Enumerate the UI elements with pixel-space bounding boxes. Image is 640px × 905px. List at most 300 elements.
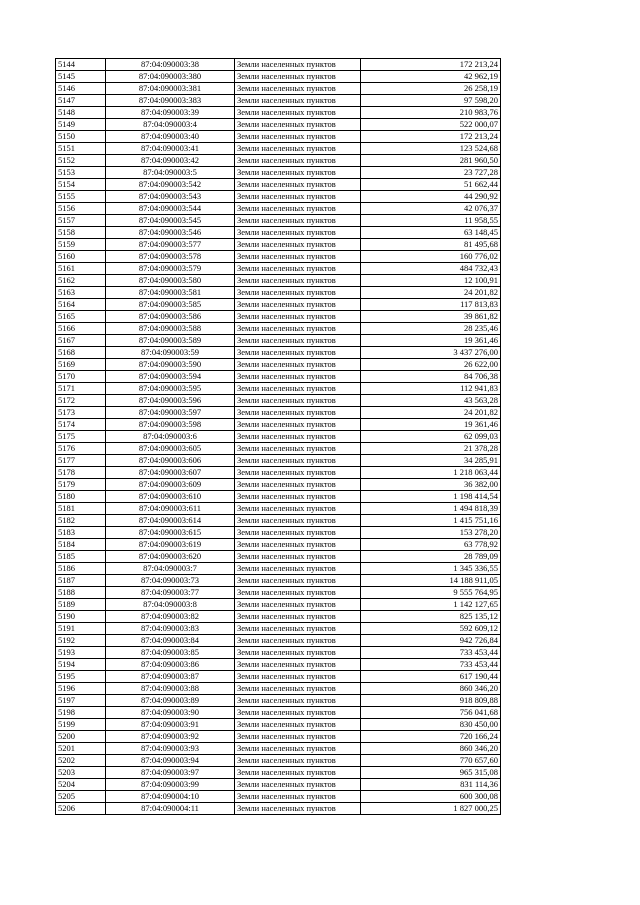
row-number-cell: 5168 [56, 347, 106, 359]
row-number-cell: 5175 [56, 431, 106, 443]
table-row [56, 71, 501, 83]
land-category-cell: Земли населенных пунктов [235, 539, 361, 551]
table-row [56, 671, 501, 683]
land-category-cell: Земли населенных пунктов [235, 203, 361, 215]
cadastral-value-cell: 117 813,83 [361, 299, 501, 311]
cadastral-number-cell: 87:04:090003:589 [106, 335, 235, 347]
row-number-cell: 5199 [56, 719, 106, 731]
cadastral-number-cell: 87:04:090003:544 [106, 203, 235, 215]
cadastral-number-cell: 87:04:090003:89 [106, 695, 235, 707]
cadastral-value-cell: 733 453,44 [361, 659, 501, 671]
table-row [56, 251, 501, 263]
cadastral-value-cell: 1 218 063,44 [361, 467, 501, 479]
cadastral-value-cell: 860 346,20 [361, 683, 501, 695]
table-row [56, 647, 501, 659]
row-number-cell: 5147 [56, 95, 106, 107]
land-category-cell: Земли населенных пунктов [235, 731, 361, 743]
cadastral-value-cell: 965 315,08 [361, 767, 501, 779]
cadastral-number-cell: 87:04:090003:596 [106, 395, 235, 407]
row-number-cell: 5183 [56, 527, 106, 539]
cadastral-value-cell: 81 495,68 [361, 239, 501, 251]
row-number-cell: 5204 [56, 779, 106, 791]
cadastral-number-cell: 87:04:090003:619 [106, 539, 235, 551]
cadastral-number-cell: 87:04:090003:7 [106, 563, 235, 575]
cadastral-number-cell: 87:04:090003:595 [106, 383, 235, 395]
table-row [56, 755, 501, 767]
cadastral-number-cell: 87:04:090003:87 [106, 671, 235, 683]
cadastral-number-cell: 87:04:090003:42 [106, 155, 235, 167]
row-number-cell: 5185 [56, 551, 106, 563]
cadastral-value-cell: 19 361,46 [361, 335, 501, 347]
table-row [56, 227, 501, 239]
land-category-cell: Земли населенных пунктов [235, 119, 361, 131]
row-number-cell: 5198 [56, 707, 106, 719]
table-row [56, 239, 501, 251]
table-row [56, 275, 501, 287]
row-number-cell: 5187 [56, 575, 106, 587]
cadastral-number-cell: 87:04:090003:580 [106, 275, 235, 287]
table-row [56, 623, 501, 635]
cadastral-number-cell: 87:04:090003:97 [106, 767, 235, 779]
row-number-cell: 5167 [56, 335, 106, 347]
land-category-cell: Земли населенных пунктов [235, 215, 361, 227]
row-number-cell: 5195 [56, 671, 106, 683]
cadastral-number-cell: 87:04:090003:590 [106, 359, 235, 371]
cadastral-number-cell: 87:04:090003:38 [106, 59, 235, 71]
cadastral-number-cell: 87:04:090004:11 [106, 803, 235, 815]
row-number-cell: 5194 [56, 659, 106, 671]
cadastral-number-cell: 87:04:090003:4 [106, 119, 235, 131]
cadastral-value-cell: 12 100,91 [361, 275, 501, 287]
table-row [56, 695, 501, 707]
land-category-cell: Земли населенных пунктов [235, 299, 361, 311]
row-number-cell: 5160 [56, 251, 106, 263]
cadastral-value-cell: 172 213,24 [361, 131, 501, 143]
row-number-cell: 5193 [56, 647, 106, 659]
cadastral-number-cell: 87:04:090003:578 [106, 251, 235, 263]
cadastral-number-cell: 87:04:090003:88 [106, 683, 235, 695]
row-number-cell: 5184 [56, 539, 106, 551]
row-number-cell: 5159 [56, 239, 106, 251]
cadastral-value-cell: 36 382,00 [361, 479, 501, 491]
cadastral-number-cell: 87:04:090003:84 [106, 635, 235, 647]
cadastral-value-cell: 281 960,50 [361, 155, 501, 167]
row-number-cell: 5178 [56, 467, 106, 479]
cadastral-number-cell: 87:04:090003:615 [106, 527, 235, 539]
land-category-cell: Земли населенных пунктов [235, 107, 361, 119]
row-number-cell: 5148 [56, 107, 106, 119]
row-number-cell: 5163 [56, 287, 106, 299]
table-row [56, 95, 501, 107]
land-category-cell: Земли населенных пунктов [235, 515, 361, 527]
cadastral-number-cell: 87:04:090003:598 [106, 419, 235, 431]
cadastral-number-cell: 87:04:090003:8 [106, 599, 235, 611]
land-category-cell: Земли населенных пунктов [235, 155, 361, 167]
table-row [56, 803, 501, 815]
cadastral-value-cell: 172 213,24 [361, 59, 501, 71]
cadastral-number-cell: 87:04:090003:380 [106, 71, 235, 83]
land-category-cell: Земли населенных пунктов [235, 551, 361, 563]
cadastral-number-cell: 87:04:090003:610 [106, 491, 235, 503]
land-category-cell: Земли населенных пунктов [235, 131, 361, 143]
land-category-cell: Земли населенных пунктов [235, 719, 361, 731]
cadastral-value-cell: 484 732,43 [361, 263, 501, 275]
row-number-cell: 5158 [56, 227, 106, 239]
land-category-cell: Земли населенных пунктов [235, 479, 361, 491]
land-category-cell: Земли населенных пунктов [235, 599, 361, 611]
cadastral-number-cell: 87:04:090003:605 [106, 443, 235, 455]
cadastral-value-cell: 1 198 414,54 [361, 491, 501, 503]
land-category-cell: Земли населенных пунктов [235, 347, 361, 359]
cadastral-value-cell: 1 415 751,16 [361, 515, 501, 527]
row-number-cell: 5145 [56, 71, 106, 83]
table-row [56, 779, 501, 791]
cadastral-value-cell: 28 235,46 [361, 323, 501, 335]
row-number-cell: 5153 [56, 167, 106, 179]
row-number-cell: 5180 [56, 491, 106, 503]
land-category-cell: Земли населенных пунктов [235, 455, 361, 467]
table-row [56, 191, 501, 203]
cadastral-value-cell: 112 941,83 [361, 383, 501, 395]
cadastral-number-cell: 87:04:090003:577 [106, 239, 235, 251]
cadastral-value-cell: 1 494 818,39 [361, 503, 501, 515]
cadastral-value-cell: 617 190,44 [361, 671, 501, 683]
table-row [56, 767, 501, 779]
table-row [56, 491, 501, 503]
row-number-cell: 5161 [56, 263, 106, 275]
cadastral-number-cell: 87:04:090003:77 [106, 587, 235, 599]
cadastral-number-cell: 87:04:090003:607 [106, 467, 235, 479]
table-row [56, 791, 501, 803]
cadastral-value-cell: 84 706,38 [361, 371, 501, 383]
land-category-cell: Земли населенных пунктов [235, 587, 361, 599]
land-category-cell: Земли населенных пунктов [235, 83, 361, 95]
land-category-cell: Земли населенных пунктов [235, 407, 361, 419]
land-category-cell: Земли населенных пунктов [235, 287, 361, 299]
cadastral-number-cell: 87:04:090003:585 [106, 299, 235, 311]
land-category-cell: Земли населенных пунктов [235, 743, 361, 755]
row-number-cell: 5186 [56, 563, 106, 575]
cadastral-value-cell: 123 524,68 [361, 143, 501, 155]
table-row [56, 731, 501, 743]
table-row [56, 635, 501, 647]
cadastral-number-cell: 87:04:090003:5 [106, 167, 235, 179]
land-category-cell: Земли населенных пунктов [235, 419, 361, 431]
cadastral-number-cell: 87:04:090003:609 [106, 479, 235, 491]
cadastral-value-cell: 39 861,82 [361, 311, 501, 323]
table-row [56, 407, 501, 419]
table-row [56, 143, 501, 155]
cadastral-number-cell: 87:04:090003:383 [106, 95, 235, 107]
table-row [56, 611, 501, 623]
cadastral-value-cell: 21 378,28 [361, 443, 501, 455]
table-row [56, 719, 501, 731]
row-number-cell: 5162 [56, 275, 106, 287]
row-number-cell: 5150 [56, 131, 106, 143]
row-number-cell: 5202 [56, 755, 106, 767]
land-category-cell: Земли населенных пунктов [235, 395, 361, 407]
row-number-cell: 5165 [56, 311, 106, 323]
row-number-cell: 5189 [56, 599, 106, 611]
cadastral-value-cell: 26 622,00 [361, 359, 501, 371]
cadastral-number-cell: 87:04:090003:94 [106, 755, 235, 767]
cadastral-number-cell: 87:04:090003:597 [106, 407, 235, 419]
row-number-cell: 5176 [56, 443, 106, 455]
cadastral-value-cell: 11 958,55 [361, 215, 501, 227]
land-category-cell: Земли населенных пунктов [235, 71, 361, 83]
row-number-cell: 5181 [56, 503, 106, 515]
land-category-cell: Земли населенных пунктов [235, 791, 361, 803]
table-row [56, 59, 501, 71]
land-category-cell: Земли населенных пунктов [235, 467, 361, 479]
land-category-cell: Земли населенных пунктов [235, 239, 361, 251]
row-number-cell: 5146 [56, 83, 106, 95]
table-row [56, 83, 501, 95]
cadastral-value-cell: 44 290,92 [361, 191, 501, 203]
row-number-cell: 5164 [56, 299, 106, 311]
land-category-cell: Земли населенных пунктов [235, 671, 361, 683]
cadastral-value-cell: 14 188 911,05 [361, 575, 501, 587]
table-row [56, 371, 501, 383]
cadastral-number-cell: 87:04:090003:594 [106, 371, 235, 383]
land-category-cell: Земли населенных пунктов [235, 59, 361, 71]
cadastral-value-cell: 24 201,82 [361, 287, 501, 299]
cadastral-number-cell: 87:04:090003:82 [106, 611, 235, 623]
cadastral-number-cell: 87:04:090003:543 [106, 191, 235, 203]
table-row [56, 119, 501, 131]
table-row [56, 287, 501, 299]
cadastral-number-cell: 87:04:090003:39 [106, 107, 235, 119]
cadastral-value-cell: 825 135,12 [361, 611, 501, 623]
table-row [56, 131, 501, 143]
land-category-cell: Земли населенных пунктов [235, 527, 361, 539]
table-row [56, 383, 501, 395]
table-row [56, 515, 501, 527]
cadastral-number-cell: 87:04:090003:91 [106, 719, 235, 731]
land-category-cell: Земли населенных пунктов [235, 227, 361, 239]
row-number-cell: 5155 [56, 191, 106, 203]
row-number-cell: 5190 [56, 611, 106, 623]
cadastral-value-cell: 1 142 127,65 [361, 599, 501, 611]
cadastral-value-cell: 918 809,88 [361, 695, 501, 707]
row-number-cell: 5188 [56, 587, 106, 599]
table-body [56, 59, 501, 815]
cadastral-value-cell: 42 962,19 [361, 71, 501, 83]
row-number-cell: 5174 [56, 419, 106, 431]
cadastral-number-cell: 87:04:090003:546 [106, 227, 235, 239]
table-row [56, 335, 501, 347]
row-number-cell: 5200 [56, 731, 106, 743]
cadastral-value-cell: 860 346,20 [361, 743, 501, 755]
land-category-cell: Земли населенных пунктов [235, 767, 361, 779]
land-category-cell: Земли населенных пунктов [235, 167, 361, 179]
land-category-cell: Земли населенных пунктов [235, 311, 361, 323]
row-number-cell: 5172 [56, 395, 106, 407]
table-row [56, 707, 501, 719]
land-category-cell: Земли населенных пунктов [235, 563, 361, 575]
cadastral-number-cell: 87:04:090003:85 [106, 647, 235, 659]
table-row [56, 659, 501, 671]
cadastral-value-cell: 43 563,28 [361, 395, 501, 407]
table-row [56, 503, 501, 515]
cadastral-number-cell: 87:04:090003:579 [106, 263, 235, 275]
table-row [56, 155, 501, 167]
land-category-cell: Земли населенных пунктов [235, 575, 361, 587]
land-category-cell: Земли населенных пунктов [235, 191, 361, 203]
cadastral-value-cell: 3 437 276,00 [361, 347, 501, 359]
cadastral-number-cell: 87:04:090003:606 [106, 455, 235, 467]
land-category-cell: Земли населенных пунктов [235, 383, 361, 395]
cadastral-value-cell: 160 776,02 [361, 251, 501, 263]
cadastral-value-table [55, 58, 501, 815]
cadastral-number-cell: 87:04:090003:588 [106, 323, 235, 335]
cadastral-number-cell: 87:04:090003:90 [106, 707, 235, 719]
land-category-cell: Земли населенных пунктов [235, 491, 361, 503]
cadastral-value-cell: 720 166,24 [361, 731, 501, 743]
cadastral-number-cell: 87:04:090003:6 [106, 431, 235, 443]
table-row [56, 551, 501, 563]
table-row [56, 587, 501, 599]
land-category-cell: Земли населенных пунктов [235, 323, 361, 335]
land-category-cell: Земли населенных пунктов [235, 251, 361, 263]
land-category-cell: Земли населенных пунктов [235, 143, 361, 155]
cadastral-value-cell: 34 285,91 [361, 455, 501, 467]
table-row [56, 599, 501, 611]
land-category-cell: Земли населенных пунктов [235, 443, 361, 455]
cadastral-value-cell: 63 148,45 [361, 227, 501, 239]
table-row [56, 527, 501, 539]
land-category-cell: Земли населенных пунктов [235, 179, 361, 191]
cadastral-value-cell: 522 000,07 [361, 119, 501, 131]
cadastral-number-cell: 87:04:090003:611 [106, 503, 235, 515]
cadastral-number-cell: 87:04:090003:542 [106, 179, 235, 191]
row-number-cell: 5144 [56, 59, 106, 71]
row-number-cell: 5191 [56, 623, 106, 635]
row-number-cell: 5157 [56, 215, 106, 227]
table-row [56, 443, 501, 455]
land-category-cell: Земли населенных пунктов [235, 779, 361, 791]
cadastral-number-cell: 87:04:090003:83 [106, 623, 235, 635]
row-number-cell: 5177 [56, 455, 106, 467]
table-row [56, 323, 501, 335]
land-category-cell: Земли населенных пунктов [235, 647, 361, 659]
table-row [56, 467, 501, 479]
cadastral-value-cell: 830 450,00 [361, 719, 501, 731]
cadastral-value-cell: 770 657,60 [361, 755, 501, 767]
land-category-cell: Земли населенных пунктов [235, 95, 361, 107]
cadastral-value-cell: 62 099,03 [361, 431, 501, 443]
table-row [56, 575, 501, 587]
cadastral-number-cell: 87:04:090003:41 [106, 143, 235, 155]
cadastral-value-cell: 42 076,37 [361, 203, 501, 215]
cadastral-value-cell: 831 114,36 [361, 779, 501, 791]
cadastral-value-cell: 97 598,20 [361, 95, 501, 107]
land-category-cell: Земли населенных пунктов [235, 635, 361, 647]
cadastral-number-cell: 87:04:090003:93 [106, 743, 235, 755]
land-category-cell: Земли населенных пунктов [235, 335, 361, 347]
cadastral-value-cell: 942 726,84 [361, 635, 501, 647]
land-category-cell: Земли населенных пунктов [235, 431, 361, 443]
land-category-cell: Земли населенных пунктов [235, 371, 361, 383]
row-number-cell: 5179 [56, 479, 106, 491]
table-row [56, 743, 501, 755]
table-row [56, 359, 501, 371]
cadastral-value-cell: 63 778,92 [361, 539, 501, 551]
table-row [56, 479, 501, 491]
cadastral-value-cell: 592 609,12 [361, 623, 501, 635]
cadastral-value-cell: 28 789,09 [361, 551, 501, 563]
cadastral-value-cell: 733 453,44 [361, 647, 501, 659]
land-category-cell: Земли населенных пунктов [235, 755, 361, 767]
land-category-cell: Земли населенных пунктов [235, 275, 361, 287]
row-number-cell: 5197 [56, 695, 106, 707]
table-row [56, 299, 501, 311]
table-row [56, 215, 501, 227]
row-number-cell: 5156 [56, 203, 106, 215]
land-category-cell: Земли населенных пунктов [235, 803, 361, 815]
land-category-cell: Земли населенных пунктов [235, 659, 361, 671]
row-number-cell: 5169 [56, 359, 106, 371]
cadastral-value-cell: 210 983,76 [361, 107, 501, 119]
cadastral-number-cell: 87:04:090003:381 [106, 83, 235, 95]
row-number-cell: 5152 [56, 155, 106, 167]
row-number-cell: 5201 [56, 743, 106, 755]
cadastral-value-cell: 26 258,19 [361, 83, 501, 95]
cadastral-value-cell: 1 345 336,55 [361, 563, 501, 575]
table-row [56, 539, 501, 551]
cadastral-number-cell: 87:04:090003:614 [106, 515, 235, 527]
table-row [56, 347, 501, 359]
land-category-cell: Земли населенных пунктов [235, 695, 361, 707]
row-number-cell: 5154 [56, 179, 106, 191]
row-number-cell: 5196 [56, 683, 106, 695]
cadastral-value-cell: 19 361,46 [361, 419, 501, 431]
cadastral-value-cell: 600 300,08 [361, 791, 501, 803]
cadastral-number-cell: 87:04:090003:73 [106, 575, 235, 587]
cadastral-number-cell: 87:04:090003:86 [106, 659, 235, 671]
table-row [56, 203, 501, 215]
row-number-cell: 5182 [56, 515, 106, 527]
cadastral-value-cell: 9 555 764,95 [361, 587, 501, 599]
table-row [56, 563, 501, 575]
row-number-cell: 5192 [56, 635, 106, 647]
land-category-cell: Земли населенных пунктов [235, 503, 361, 515]
cadastral-value-cell: 23 727,28 [361, 167, 501, 179]
cadastral-number-cell: 87:04:090003:545 [106, 215, 235, 227]
cadastral-value-cell: 756 041,68 [361, 707, 501, 719]
table-row [56, 395, 501, 407]
cadastral-value-cell: 51 662,44 [361, 179, 501, 191]
land-category-cell: Земли населенных пунктов [235, 263, 361, 275]
cadastral-number-cell: 87:04:090004:10 [106, 791, 235, 803]
table-row [56, 311, 501, 323]
table-row [56, 179, 501, 191]
row-number-cell: 5173 [56, 407, 106, 419]
cadastral-number-cell: 87:04:090003:40 [106, 131, 235, 143]
land-category-cell: Земли населенных пунктов [235, 707, 361, 719]
row-number-cell: 5203 [56, 767, 106, 779]
cadastral-number-cell: 87:04:090003:581 [106, 287, 235, 299]
land-category-cell: Земли населенных пунктов [235, 623, 361, 635]
table-row [56, 455, 501, 467]
row-number-cell: 5170 [56, 371, 106, 383]
table-row [56, 167, 501, 179]
table-row [56, 107, 501, 119]
cadastral-value-cell: 1 827 000,25 [361, 803, 501, 815]
cadastral-number-cell: 87:04:090003:59 [106, 347, 235, 359]
row-number-cell: 5151 [56, 143, 106, 155]
row-number-cell: 5205 [56, 791, 106, 803]
